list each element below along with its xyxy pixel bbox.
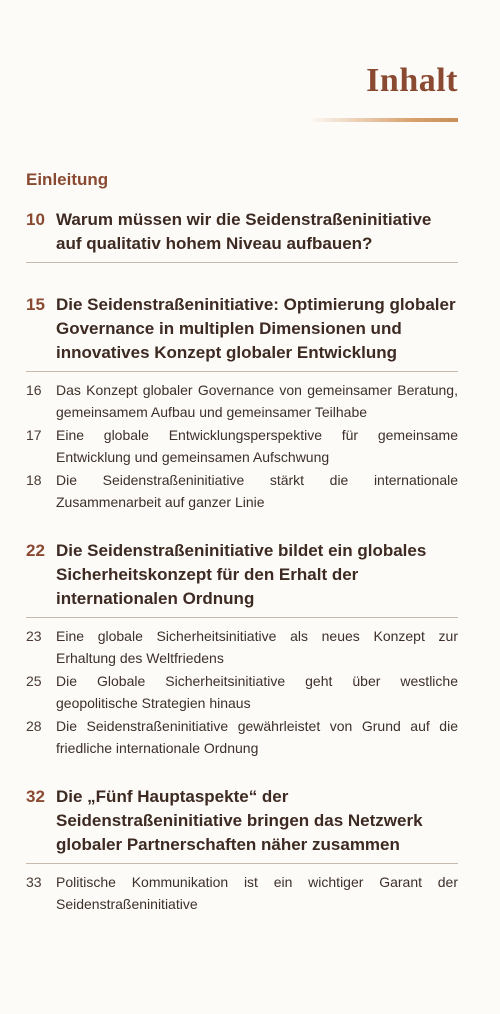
toc-section[interactable] [26, 716, 458, 759]
chapter-page-number: 32 [26, 787, 45, 806]
toc-intro[interactable]: Einleitung [26, 170, 109, 189]
section-page-number: 16 [26, 382, 42, 398]
toc-section[interactable] [26, 470, 458, 513]
toc-chapter[interactable] [26, 293, 458, 372]
title-rule [308, 118, 458, 122]
chapter-page-number: 22 [26, 541, 45, 560]
table-of-contents [26, 170, 458, 941]
chapter-title: Die „Fünf Hauptaspekte“ der Seidenstraßeninitiative bringen das Netzwerk globaler Partnerschaften näher zusammen [56, 787, 423, 854]
section-title: Die Seidenstraßeninitiative stärkt die internationale Zusammenarbeit auf ganzer Linie [56, 472, 458, 510]
section-list [26, 626, 458, 759]
section-list [26, 380, 458, 513]
toc-section[interactable] [26, 626, 458, 669]
section-title: Politische Kommunikation ist ein wichtiger Garant der Seidenstraßeninitiative [56, 874, 458, 912]
chapter-title: Die Seidenstraßeninitiative bildet ein globales Sicherheitskonzept für den Erhalt der internationalen Ordnung [56, 541, 427, 608]
section-page-number: 25 [26, 673, 42, 689]
toc-chapter[interactable] [26, 208, 458, 263]
toc-chapter[interactable] [26, 539, 458, 618]
section-title: Das Konzept globaler Governance von gemeinsamer Beratung, gemeinsamem Aufbau und gemeinsamer Teilhabe [56, 382, 458, 420]
section-page-number: 28 [26, 718, 42, 734]
section-page-number: 17 [26, 427, 42, 443]
chapter-title: Warum müssen wir die Seidenstraßeninitiative auf qualitativ hohem Niveau aufbauen? [56, 210, 432, 253]
chapter-page-number: 10 [26, 210, 45, 229]
toc-chapter[interactable] [26, 785, 458, 864]
section-page-number: 23 [26, 628, 42, 644]
section-page-number: 33 [26, 874, 42, 890]
section-title: Die Seidenstraßeninitiative gewährleistet von Grund auf die friedliche internationale Ordnung [56, 718, 458, 756]
chapter-title: Die Seidenstraßeninitiative: Optimierung globaler Governance in multiplen Dimensionen und innovatives Konzept globaler Entwicklung [56, 295, 456, 362]
toc-section[interactable] [26, 872, 458, 915]
section-title: Eine globale Sicherheitsinitiative als neues Konzept zur Erhaltung des Weltfriedens [56, 628, 458, 666]
page-title: Inhalt [366, 62, 458, 99]
toc-section[interactable] [26, 671, 458, 714]
chapter-page-number: 15 [26, 295, 45, 314]
toc-section[interactable] [26, 380, 458, 423]
section-title: Die Globale Sicherheitsinitiative geht über westliche geopolitische Strategien hinaus [56, 673, 458, 711]
toc-section[interactable] [26, 425, 458, 468]
section-list [26, 872, 458, 915]
section-page-number: 18 [26, 472, 42, 488]
section-title: Eine globale Entwicklungsperspektive für gemeinsame Entwicklung und gemeinsamen Aufschwung [56, 427, 458, 465]
